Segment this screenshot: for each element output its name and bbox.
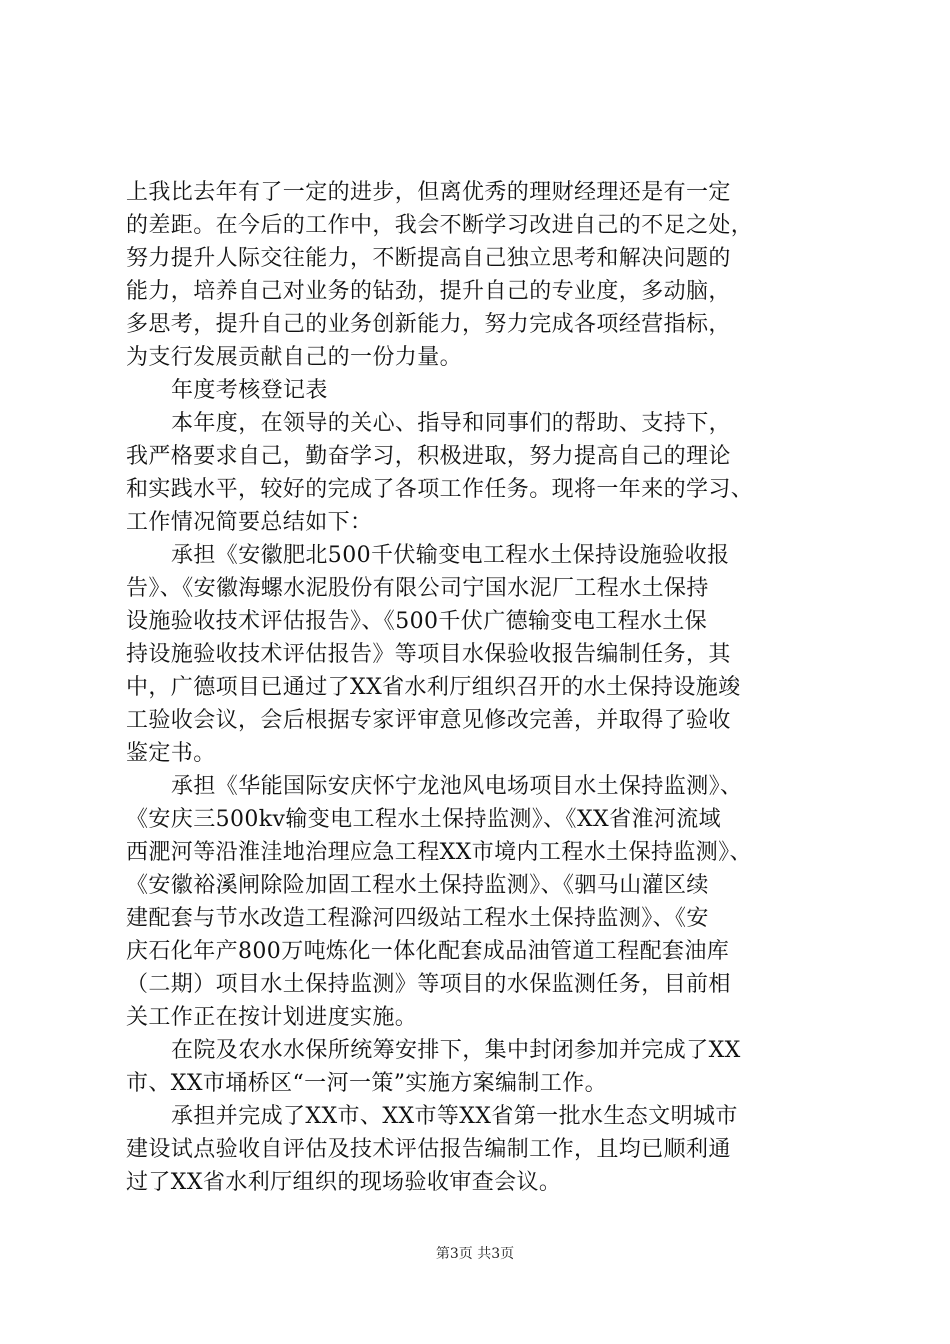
text-line: 持设施验收技术评估报告》等项目水保验收报告编制任务，其 [126, 642, 731, 667]
text-line: 的差距。在今后的工作中，我会不断学习改进自己的不足之处， [126, 213, 754, 238]
text-line: 工作情况简要总结如下： [126, 510, 373, 535]
text-line: 过了XX省水利厅组织的现场验收审查会议。 [126, 1170, 562, 1195]
text-line: 多思考，提升自己的业务创新能力，努力完成各项经营指标， [126, 312, 731, 337]
text-line: 工验收会议，会后根据专家评审意见修改完善，并取得了验收 [126, 708, 731, 733]
text-line: 设施验收技术评估报告》、《500千伏广德输变电工程水土保 [126, 609, 708, 634]
text-line: 庆石化年产800万吨炼化一体化配套成品油管道工程配套油库 [126, 939, 730, 964]
text-line: 我严格要求自己，勤奋学习，积极进取，努力提高自己的理论 [126, 444, 731, 469]
text-line: 能力，培养自己对业务的钻劲，提升自己的专业度，多动脑， [126, 279, 731, 304]
page-number-footer: 第3页 共3页 [435, 1246, 515, 1262]
text-line: 告》、《安徽海螺水泥股份有限公司宁国水泥厂工程水土保持 [126, 576, 709, 601]
text-line: 承担《华能国际安庆怀宁龙池风电场项目水土保持监测》、 [171, 774, 743, 799]
text-line: 上我比去年有了一定的进步，但离优秀的理财经理还是有一定 [126, 180, 731, 205]
text-line: 本年度，在领导的关心、指导和同事们的帮助、支持下， [171, 411, 732, 436]
text-line: 中，广德项目已通过了XX省水利厅组织召开的水土保持设施竣 [126, 675, 741, 700]
text-line: 西淝河等沿淮洼地治理应急工程XX市境内工程水土保持监测》、 [126, 840, 752, 865]
text-line: 建配套与节水改造工程滁河四级站工程水土保持监测》、《安 [126, 906, 709, 931]
text-line: 在院及农水水保所统筹安排下，集中封闭参加并完成了XX [171, 1038, 741, 1063]
text-line: 和实践水平，较好的完成了各项工作任务。现将一年来的学习、 [126, 477, 754, 502]
text-line: 建设试点验收自评估及技术评估报告编制工作，且均已顺利通 [126, 1137, 731, 1162]
text-line: 《安徽裕溪闸除险加固工程水土保持监测》、《驷马山灌区续 [126, 873, 709, 898]
text-line: 努力提升人际交往能力，不断提高自己独立思考和解决问题的 [126, 246, 731, 271]
text-line: 《安庆三500kv输变电工程水土保持监测》、《XX省淮河流域 [126, 807, 722, 832]
text-line: 承担《安徽肥北500千伏输变电工程水土保持设施验收报 [171, 543, 730, 568]
text-line: 为支行发展贡献自己的一份力量。 [126, 345, 463, 370]
document-body [126, 176, 846, 1199]
section-heading: 年度考核登记表 [171, 378, 328, 403]
text-line: 鉴定书。 [126, 741, 216, 766]
text-line: （二期）项目水土保持监测》等项目的水保监测任务，目前相 [126, 972, 731, 997]
text-line: 市、XX市埇桥区“一河一策”实施方案编制工作。 [126, 1071, 608, 1096]
text-line: 承担并完成了XX市、XX市等XX省第一批水生态文明城市 [171, 1104, 738, 1129]
text-line: 关工作正在按计划进度实施。 [126, 1005, 418, 1030]
